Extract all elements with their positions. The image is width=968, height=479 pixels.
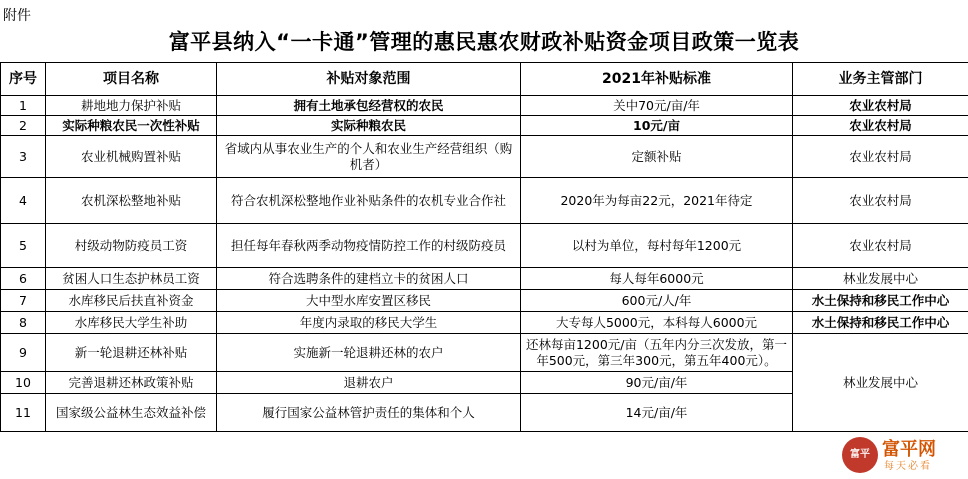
cell-name: 国家级公益林生态效益补偿 — [46, 394, 217, 432]
cell-no: 11 — [1, 394, 46, 432]
cell-no: 3 — [1, 136, 46, 178]
cell-standard: 10元/亩 — [521, 116, 793, 136]
cell-dept: 农业农村局 — [793, 224, 968, 268]
cell-dept: 林业发展中心 — [793, 268, 968, 290]
cell-name: 完善退耕还林政策补贴 — [46, 372, 217, 394]
cell-scope: 实际种粮农民 — [217, 116, 521, 136]
cell-scope: 年度内录取的移民大学生 — [217, 312, 521, 334]
table-row — [1, 178, 968, 224]
cell-name: 农机深松整地补贴 — [46, 178, 217, 224]
cell-no: 4 — [1, 178, 46, 224]
header-no: 序号 — [1, 63, 46, 96]
table-header-row — [1, 63, 968, 96]
cell-scope: 符合农机深松整地作业补贴条件的农机专业合作社 — [217, 178, 521, 224]
cell-standard: 14元/亩/年 — [521, 394, 793, 432]
cell-dept: 农业农村局 — [793, 96, 968, 116]
cell-standard: 还林每亩1200元/亩（五年内分三次发放，第一年500元，第三年300元，第五年400元）。 — [521, 334, 793, 372]
header-standard: 2021年补贴标准 — [521, 63, 793, 96]
logo-slogan: 每天必看 — [884, 461, 932, 472]
logo-name: 富平网 — [882, 439, 936, 460]
cell-standard: 2020年为每亩22元，2021年待定 — [521, 178, 793, 224]
cell-standard: 每人每年6000元 — [521, 268, 793, 290]
header-scope: 补贴对象范围 — [217, 63, 521, 96]
cell-standard: 90元/亩/年 — [521, 372, 793, 394]
cell-dept-merged: 林业发展中心 — [793, 334, 968, 432]
cell-scope: 担任每年春秋两季动物疫情防控工作的村级防疫员 — [217, 224, 521, 268]
cell-standard: 关中70元/亩/年 — [521, 96, 793, 116]
cell-scope: 大中型水库安置区移民 — [217, 290, 521, 312]
table-row — [1, 136, 968, 178]
table-row — [1, 290, 968, 312]
cell-no: 1 — [1, 96, 46, 116]
cell-name: 农业机械购置补贴 — [46, 136, 217, 178]
table-row — [1, 334, 968, 372]
cell-name: 新一轮退耕还林补贴 — [46, 334, 217, 372]
cell-name: 村级动物防疫员工资 — [46, 224, 217, 268]
cell-scope: 退耕农户 — [217, 372, 521, 394]
cell-dept: 水土保持和移民工作中心 — [793, 290, 968, 312]
cell-no: 2 — [1, 116, 46, 136]
cell-scope: 履行国家公益林管护责任的集体和个人 — [217, 394, 521, 432]
cell-scope: 省域内从事农业生产的个人和农业生产经营组织（购机者） — [217, 136, 521, 178]
cell-name: 实际种粮农民一次性补贴 — [46, 116, 217, 136]
cell-name: 水库移民后扶直补资金 — [46, 290, 217, 312]
table-row — [1, 268, 968, 290]
table-row — [1, 96, 968, 116]
cell-no: 9 — [1, 334, 46, 372]
page-title: 富平县纳入“一卡通”管理的惠民惠农财政补贴资金项目政策一览表 — [168, 30, 800, 54]
cell-scope: 符合选聘条件的建档立卡的贫困人口 — [217, 268, 521, 290]
attachment-label: 附件 — [3, 8, 31, 24]
logo-badge: 富平 — [842, 437, 878, 473]
cell-name: 贫困人口生态护林员工资 — [46, 268, 217, 290]
cell-name: 耕地地力保护补贴 — [46, 96, 217, 116]
cell-dept: 水土保持和移民工作中心 — [793, 312, 968, 334]
table-row — [1, 312, 968, 334]
cell-dept: 农业农村局 — [793, 136, 968, 178]
cell-scope: 拥有土地承包经营权的农民 — [217, 96, 521, 116]
cell-no: 7 — [1, 290, 46, 312]
cell-dept: 农业农村局 — [793, 178, 968, 224]
cell-standard: 大专每人5000元，本科每人6000元 — [521, 312, 793, 334]
cell-standard: 定额补贴 — [521, 136, 793, 178]
cell-no: 5 — [1, 224, 46, 268]
header-dept: 业务主管部门 — [793, 63, 968, 96]
cell-no: 10 — [1, 372, 46, 394]
table-row — [1, 116, 968, 136]
cell-name: 水库移民大学生补助 — [46, 312, 217, 334]
header-name: 项目名称 — [46, 63, 217, 96]
cell-standard: 600元/人/年 — [521, 290, 793, 312]
subsidy-table — [0, 62, 968, 432]
watermark-logo — [842, 435, 962, 475]
cell-scope: 实施新一轮退耕还林的农户 — [217, 334, 521, 372]
cell-dept: 农业农村局 — [793, 116, 968, 136]
cell-standard: 以村为单位，每村每年1200元 — [521, 224, 793, 268]
table-row — [1, 224, 968, 268]
cell-no: 8 — [1, 312, 46, 334]
cell-no: 6 — [1, 268, 46, 290]
